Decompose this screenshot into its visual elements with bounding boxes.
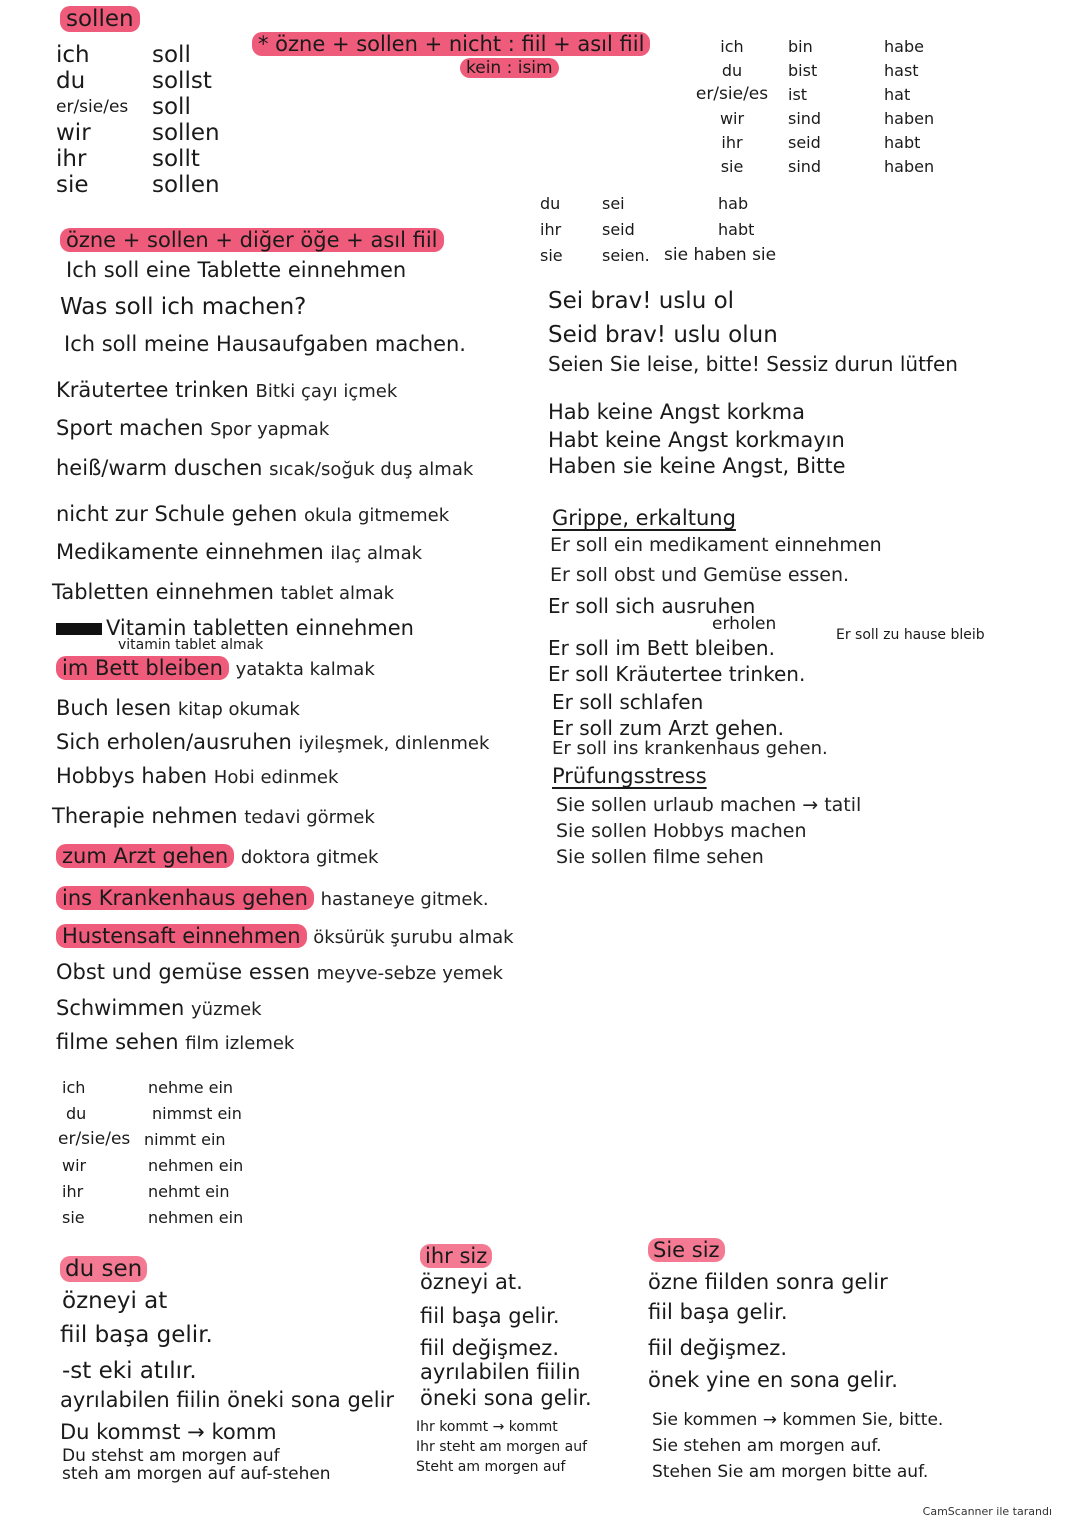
grippe-line: Er soll obst und Gemüse essen.	[550, 564, 850, 586]
table-row: ihr nehmt ein	[62, 1181, 230, 1201]
table-row: sie nehmen ein	[62, 1207, 244, 1227]
du-line: özneyi at	[62, 1288, 168, 1314]
list-item: heiß/warm duschen sıcak/soğuk duş almak	[56, 456, 474, 480]
example-sentence: Was soll ich machen?	[60, 294, 307, 320]
table-row: ihr seid habt	[540, 219, 755, 239]
du-line: -st eki atılır.	[62, 1358, 197, 1384]
sollen-title: sollen	[60, 8, 140, 31]
du-title: du sen	[60, 1258, 147, 1281]
table-row: ihr sollt	[56, 146, 200, 172]
table-row: er/sie/es nimmt ein	[58, 1129, 226, 1149]
list-item: Medikamente einnehmen ilaç almak	[56, 540, 423, 564]
table-row: du sollst	[56, 68, 212, 94]
ihr-line: özneyi at.	[420, 1270, 523, 1294]
scanner-footer: CamScanner ile tarandı	[922, 1505, 1052, 1518]
rule-negation: * özne + sollen + nicht : fiil + asıl fiil	[252, 34, 650, 55]
ihr-line: fiil değişmez.	[420, 1336, 560, 1360]
grippe-line: Er soll sich ausruhen	[548, 594, 756, 618]
list-item: Hustensaft einnehmen öksürük şurubu almak	[56, 926, 514, 947]
sie-line: Sie stehen am morgen auf.	[652, 1436, 882, 1456]
list-item: Schwimmen yüzmek	[56, 996, 262, 1020]
grippe-line: Er soll im Bett bleiben.	[548, 636, 775, 660]
sie-title: Sie siz	[648, 1240, 725, 1261]
list-item: Kräutertee trinken Bitki çayı içmek	[56, 378, 398, 402]
table-row: ihr seid habt	[721, 132, 921, 152]
sie-line: Sie kommen → kommen Sie, bitte.	[652, 1410, 944, 1430]
ihr-line: Ihr kommt → kommt	[416, 1419, 558, 1435]
table-row: sie sollen	[56, 172, 220, 198]
du-line: ayrılabilen fiilin öneki sona gelir	[60, 1388, 395, 1412]
rule-negation-kein: kein : isim	[460, 60, 559, 77]
table-row: wir sollen	[56, 120, 220, 146]
ihr-line: Ihr steht am morgen auf	[416, 1439, 588, 1455]
table-row: wir nehmen ein	[62, 1155, 244, 1175]
stress-title: Prüfungsstress	[552, 764, 707, 788]
du-line: fiil başa gelir.	[60, 1322, 213, 1348]
sie-line: fiil değişmez.	[648, 1336, 788, 1360]
list-item: zum Arzt gehen doktora gitmek	[56, 846, 378, 867]
ihr-line: fiil başa gelir.	[420, 1304, 560, 1328]
list-item: im Bett bleiben yatakta kalmak	[56, 658, 375, 679]
ihr-line: öneki sona gelir.	[420, 1386, 592, 1410]
grippe-title: Grippe, erkaltung	[552, 506, 736, 530]
grippe-line: Er soll ins krankenhaus gehen.	[552, 738, 828, 759]
table-row: du bist hast	[721, 60, 919, 80]
grippe-line: Er soll schlafen	[552, 690, 704, 714]
table-row: ich nehme ein	[62, 1077, 234, 1097]
grippe-line: Er soll ein medikament einnehmen	[550, 534, 882, 556]
list-item: Sport machen Spor yapmak	[56, 416, 330, 440]
table-row: ich bin habe	[720, 36, 924, 56]
imperative-example: Hab keine Angst korkma	[548, 400, 805, 424]
imperative-example: Habt keine Angst korkmayın	[548, 428, 845, 452]
list-item: Tabletten einnehmen tablet almak	[52, 580, 395, 604]
list-item: ins Krankenhaus gehen hastaneye gitmek.	[56, 888, 489, 909]
imperative-example: Haben sie keine Angst, Bitte	[548, 454, 846, 478]
sie-line: fiil başa gelir.	[648, 1300, 788, 1324]
sie-line: önek yine en sona gelir.	[648, 1368, 898, 1392]
table-row: sie sind haben	[720, 156, 935, 176]
example-sentence: Ich soll eine Tablette einnehmen	[66, 258, 407, 282]
vitamin-note: vitamin tablet almak	[118, 637, 264, 653]
rule-sentence-order: özne + sollen + diğer öğe + asıl fiil	[60, 230, 444, 251]
ihr-line: Steht am morgen auf	[416, 1459, 566, 1475]
list-item: nicht zur Schule gehen okula gitmemek	[56, 502, 450, 526]
list-item: Buch lesen kitap okumak	[56, 696, 300, 720]
stress-line: Sie sollen filme sehen	[556, 846, 764, 868]
stress-line: Sie sollen urlaub machen → tatil	[556, 794, 862, 816]
table-row: er/sie/es ist hat	[695, 84, 911, 104]
du-line: steh am morgen auf auf-stehen	[62, 1464, 331, 1484]
einnehmen-table	[58, 1074, 243, 1230]
table-row: wir sind haben	[719, 108, 935, 128]
example-sentence: Ich soll meine Hausaufgaben machen.	[64, 332, 466, 356]
sollen-table	[56, 42, 220, 198]
list-item: Hobbys haben Hobi edinmek	[56, 764, 339, 788]
du-line: Du kommst → komm	[60, 1420, 277, 1444]
imperative-example: Seien Sie leise, bitte! Sessiz durun lütfen	[548, 352, 958, 376]
ihr-line: ayrılabilen fiilin	[420, 1360, 581, 1384]
grippe-line: Er soll zum Arzt gehen.	[552, 716, 784, 740]
list-item: filme sehen film izlemek	[56, 1030, 295, 1054]
stress-line: Sie sollen Hobbys machen	[556, 820, 807, 842]
table-row: er/sie/es soll	[56, 94, 191, 120]
imperative-example: Seid brav! uslu olun	[548, 322, 778, 348]
du-line: Du stehst am morgen auf	[62, 1446, 280, 1466]
imperative-table	[540, 190, 776, 268]
list-item: Sich erholen/ausruhen iyileşmek, dinlenmek	[56, 730, 490, 754]
list-item: Therapie nehmen tedavi görmek	[52, 804, 375, 828]
list-item: Vitamin tabletten einnehmen	[56, 618, 414, 639]
grippe-line: erholen	[712, 614, 777, 634]
table-row: ich soll	[56, 42, 191, 68]
imperative-example: Sei brav! uslu ol	[548, 288, 735, 314]
grippe-side-note: Er soll zu hause bleib	[836, 627, 985, 643]
ihr-title: ihr siz	[420, 1246, 492, 1267]
table-row: sie seien. sie haben sie	[540, 245, 777, 265]
sein-haben-table	[676, 34, 934, 178]
sie-line: Stehen Sie am morgen bitte auf.	[652, 1462, 929, 1482]
table-row: du sei hab	[540, 193, 749, 213]
sie-line: özne fiilden sonra gelir	[648, 1270, 888, 1294]
table-row: du nimmst ein	[66, 1103, 242, 1123]
grippe-line: Er soll Kräutertee trinken.	[548, 662, 806, 686]
list-item: Obst und gemüse essen meyve-sebze yemek	[56, 960, 503, 984]
